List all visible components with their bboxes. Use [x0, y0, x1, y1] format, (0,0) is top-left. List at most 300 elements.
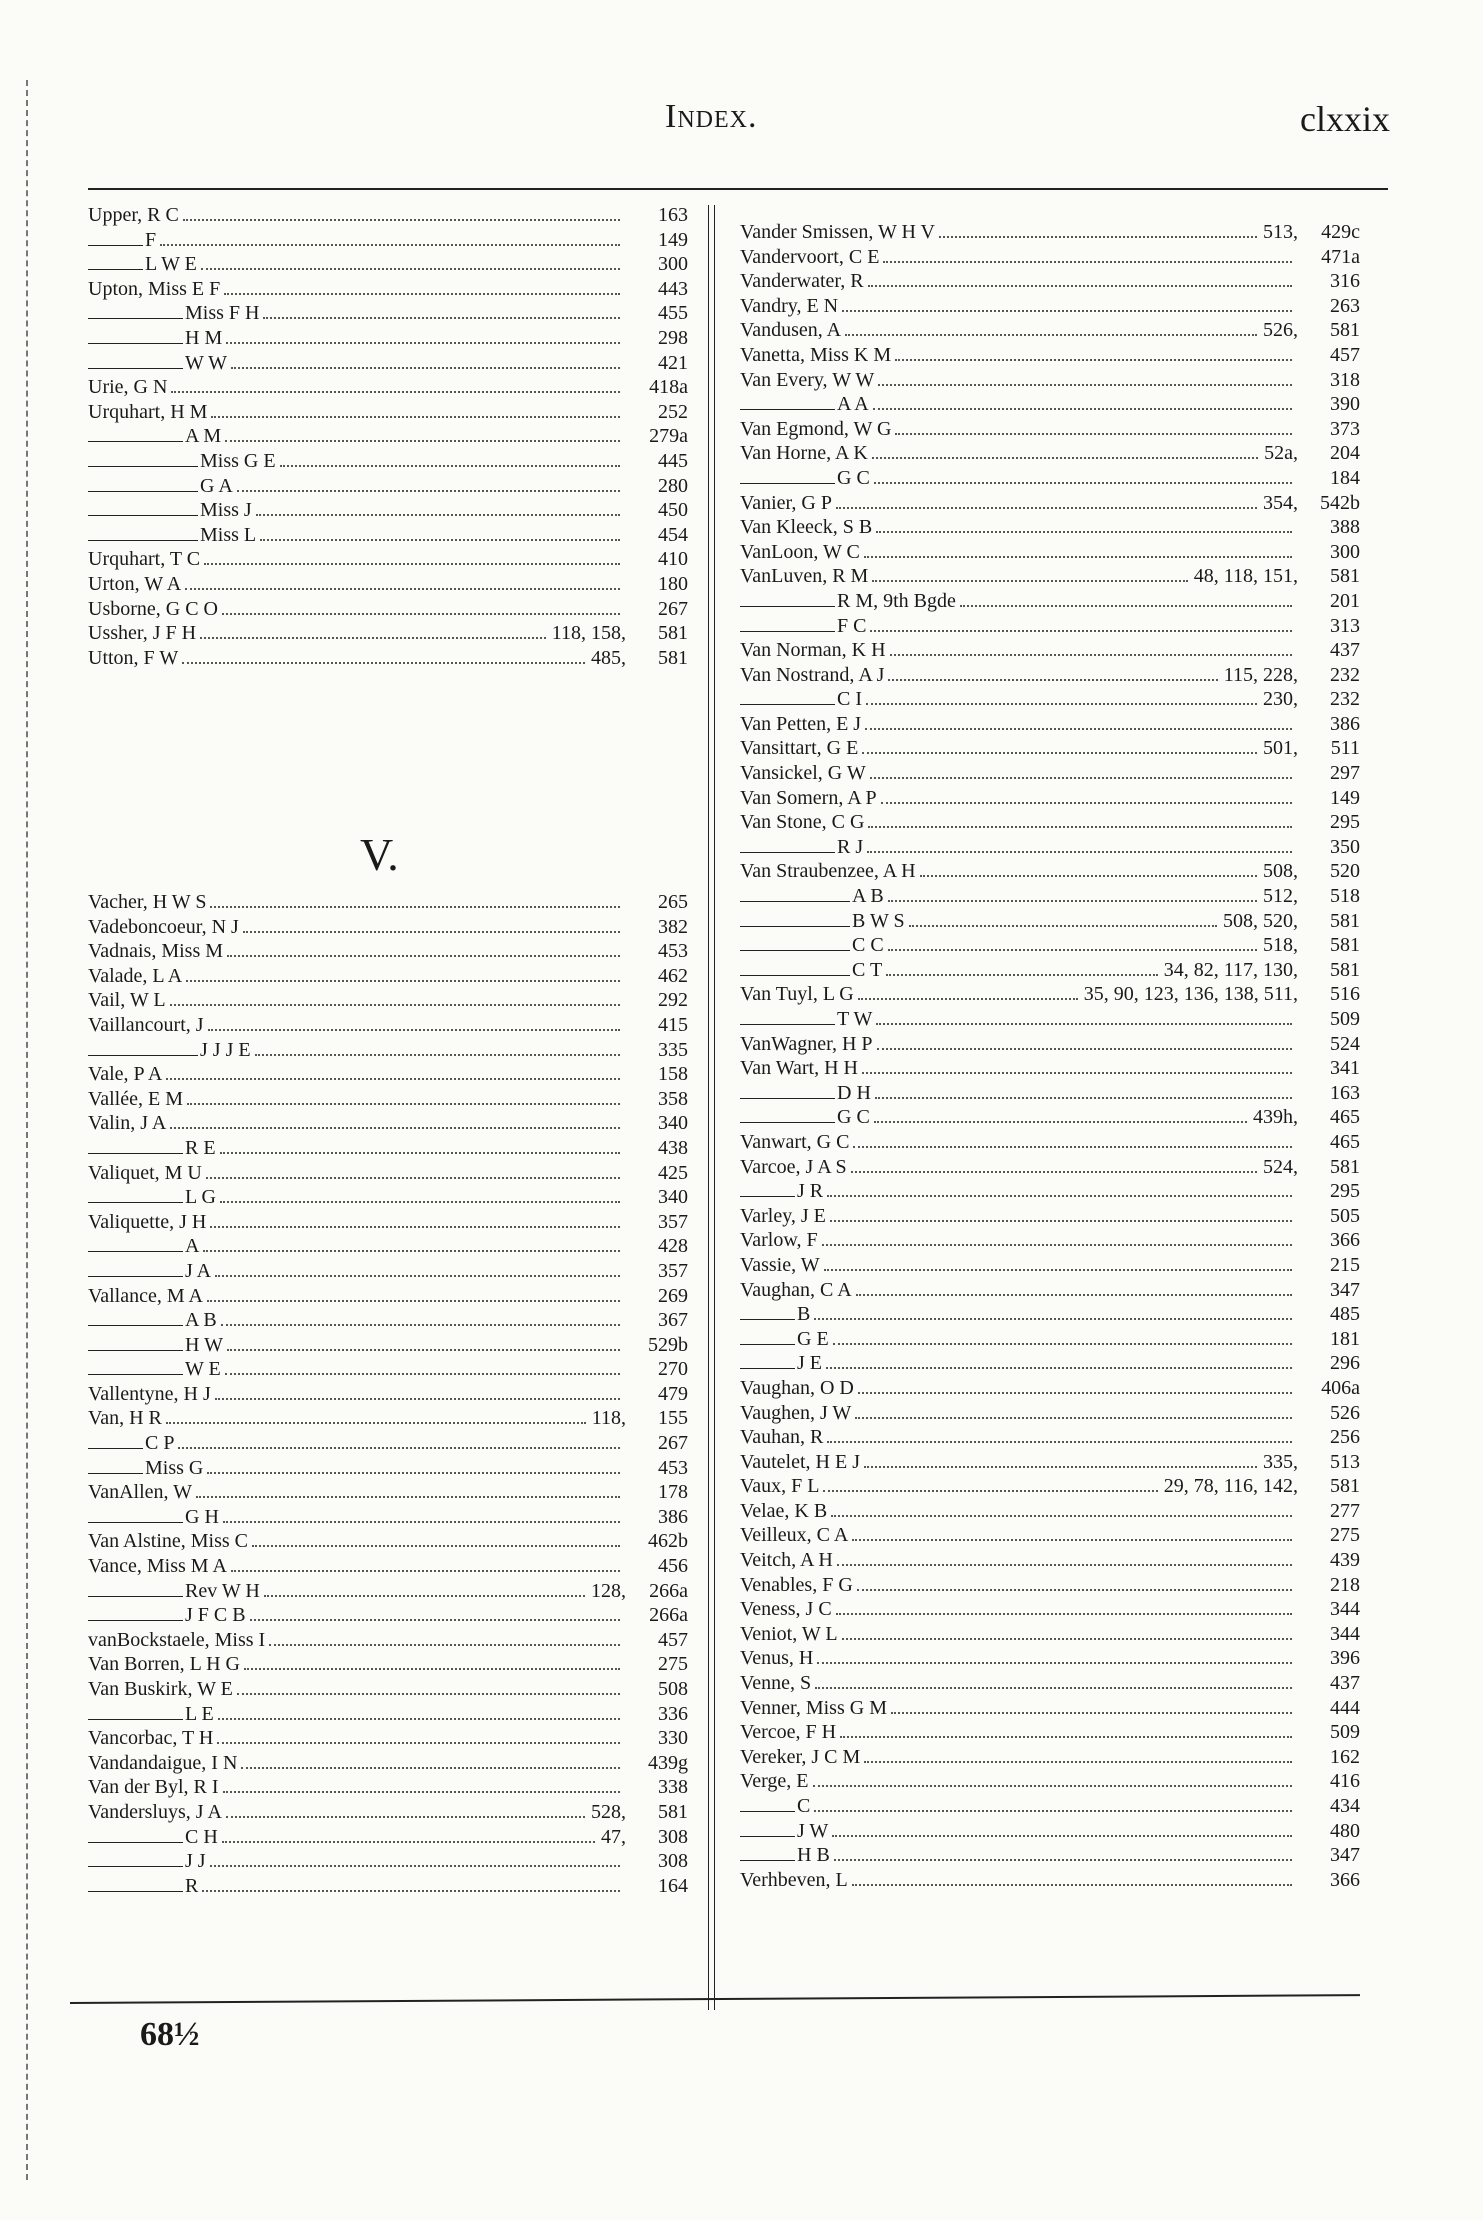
dot-leader — [836, 1613, 1292, 1615]
dot-leader — [220, 1152, 620, 1154]
entry-name: F — [145, 228, 157, 251]
index-entry — [740, 761, 1360, 786]
dot-leader — [883, 261, 1292, 263]
entry-page: 421 — [658, 351, 688, 374]
dot-leader — [960, 605, 1292, 607]
dot-leader — [178, 1447, 620, 1449]
entry-page: 357 — [658, 1210, 688, 1233]
index-entry — [740, 1597, 1360, 1622]
entry-refs: 508, — [1263, 860, 1298, 883]
dot-leader — [187, 1103, 620, 1105]
dot-leader — [876, 1023, 1292, 1025]
entry-name: Vallée, E M — [88, 1087, 183, 1110]
entry-name: Vanwart, G C — [740, 1130, 850, 1153]
entry-name: Miss L — [200, 523, 257, 546]
entry-page: 457 — [1330, 343, 1360, 366]
column-divider — [708, 205, 715, 2010]
index-entry — [88, 1185, 688, 1210]
dot-leader — [872, 457, 1258, 459]
entry-name: G E — [797, 1327, 829, 1350]
dot-leader — [244, 1668, 620, 1670]
entry-page: 277 — [1330, 1499, 1360, 1522]
entry-page: 149 — [658, 228, 688, 251]
entry-refs: 335, — [1263, 1450, 1298, 1473]
entry-name: Vandusen, A — [740, 319, 842, 342]
entry-name: Vauhan, R — [740, 1426, 824, 1449]
entry-page: 335 — [658, 1038, 688, 1061]
entry-name: L W E — [145, 253, 197, 276]
entry-name: Vaughan, C A — [740, 1278, 852, 1301]
entry-page: 485 — [1330, 1303, 1360, 1326]
ditto-rule — [88, 368, 183, 369]
dot-leader — [873, 408, 1292, 410]
entry-name: C H — [185, 1825, 218, 1848]
index-entry — [88, 1013, 688, 1038]
dot-leader — [231, 367, 620, 369]
ditto-rule — [88, 1842, 183, 1843]
dot-leader — [815, 1687, 1292, 1689]
dot-leader — [874, 1121, 1247, 1123]
index-entry — [88, 1628, 688, 1653]
entry-refs: 47, — [601, 1825, 626, 1848]
entry-name: Vallentyne, H J — [88, 1382, 211, 1405]
entry-name: G H — [185, 1505, 219, 1528]
entry-page: 518 — [1330, 885, 1360, 908]
index-entry — [88, 523, 688, 548]
entry-page: 386 — [658, 1505, 688, 1528]
ditto-rule — [740, 1860, 795, 1861]
entry-name: VanWagner, H P — [740, 1032, 873, 1055]
index-entry — [88, 1849, 688, 1874]
entry-name: Vansickel, G W — [740, 762, 866, 785]
index-entry — [740, 958, 1360, 983]
dot-leader — [220, 1201, 620, 1203]
entry-name: Verge, E — [740, 1770, 809, 1793]
dot-leader — [280, 465, 620, 467]
index-entry — [88, 988, 688, 1013]
index-entry — [740, 343, 1360, 368]
ditto-rule — [740, 631, 835, 632]
entry-refs: 48, 118, 151, — [1193, 565, 1298, 588]
entry-page: 480 — [1330, 1819, 1360, 1842]
entry-name: Verhbeven, L — [740, 1868, 848, 1891]
dot-leader — [264, 1595, 585, 1597]
index-entry — [88, 424, 688, 449]
entry-name: C I — [837, 688, 862, 711]
entry-name: Upper, R C — [88, 204, 179, 226]
dot-leader — [875, 1097, 1292, 1099]
dot-leader — [170, 1127, 620, 1129]
entry-page: 386 — [1330, 712, 1360, 735]
dot-leader — [842, 1638, 1292, 1640]
dot-leader — [833, 1343, 1292, 1345]
entry-page: 581 — [1330, 565, 1360, 588]
entry-page: 330 — [658, 1727, 688, 1750]
index-entry — [740, 515, 1360, 540]
dot-leader — [826, 1367, 1292, 1369]
entry-page: 396 — [1330, 1647, 1360, 1670]
entry-name: Valade, L A — [88, 964, 183, 987]
entry-page: 298 — [658, 326, 688, 349]
entry-refs: 118, 158, — [551, 622, 626, 645]
entry-page: 513 — [1330, 1450, 1360, 1473]
entry-page: 344 — [1330, 1622, 1360, 1645]
index-entry — [740, 1745, 1360, 1770]
index-entry — [740, 1794, 1360, 1819]
entry-page: 382 — [658, 915, 688, 938]
entry-name: VanAllen, W — [88, 1481, 193, 1504]
dot-leader — [243, 931, 620, 933]
dot-leader — [200, 637, 546, 639]
entry-page: 366 — [1330, 1229, 1360, 1252]
dot-leader — [215, 1275, 620, 1277]
index-entry — [88, 547, 688, 572]
ditto-rule — [740, 1024, 835, 1025]
index-entry — [88, 1677, 688, 1702]
ditto-rule — [740, 1098, 835, 1099]
entry-page: 275 — [1330, 1524, 1360, 1547]
dot-leader — [832, 1835, 1292, 1837]
entry-page: 232 — [1330, 688, 1360, 711]
entry-refs: 524, — [1263, 1155, 1298, 1178]
index-entry — [740, 564, 1360, 589]
entry-refs: 485, — [591, 646, 626, 669]
entry-refs: 354, — [1263, 491, 1298, 514]
dot-leader — [872, 580, 1187, 582]
ditto-rule — [88, 1325, 183, 1326]
entry-page: 428 — [658, 1235, 688, 1258]
entry-page: 269 — [658, 1284, 688, 1307]
entry-page: 453 — [658, 940, 688, 963]
index-entry — [740, 220, 1360, 245]
entry-name: J R — [797, 1180, 824, 1203]
dot-leader — [226, 1816, 585, 1818]
dot-leader — [877, 1048, 1292, 1050]
entry-name: A M — [185, 425, 222, 448]
entry-name: Urquhart, T C — [88, 548, 201, 571]
index-entry — [740, 1376, 1360, 1401]
entry-name: Van Horne, A K — [740, 442, 868, 465]
dot-leader — [831, 1515, 1292, 1517]
dot-leader — [166, 1078, 620, 1080]
index-entry — [88, 1579, 688, 1604]
dot-leader — [207, 1472, 620, 1474]
entry-page: 181 — [1330, 1327, 1360, 1350]
entry-name: Varlow, F — [740, 1229, 818, 1252]
ditto-rule — [88, 245, 143, 246]
entry-name: L G — [185, 1186, 216, 1209]
entry-name: Vanderwater, R — [740, 270, 864, 293]
entry-page: 280 — [658, 474, 688, 497]
entry-page: 581 — [1330, 934, 1360, 957]
dot-leader — [840, 1736, 1292, 1738]
entry-page: 318 — [1330, 368, 1360, 391]
dot-leader — [881, 802, 1292, 804]
entry-name: R — [185, 1874, 199, 1897]
entry-page: 542b — [1320, 491, 1360, 514]
entry-name: Van Every, W W — [740, 368, 875, 391]
dot-leader — [211, 416, 620, 418]
index-entry — [740, 933, 1360, 958]
entry-name: Vail, W L — [88, 989, 166, 1012]
entry-name: F C — [837, 614, 867, 637]
index-entry — [88, 449, 688, 474]
dot-leader — [864, 1466, 1257, 1468]
ditto-rule — [88, 1374, 183, 1375]
index-entry — [740, 1573, 1360, 1598]
index-entry — [88, 326, 688, 351]
index-entry — [88, 1136, 688, 1161]
ditto-rule — [88, 318, 183, 319]
entry-page: 516 — [1330, 983, 1360, 1006]
dot-leader — [837, 1564, 1292, 1566]
dot-leader — [160, 244, 620, 246]
index-entry — [740, 1155, 1360, 1180]
entry-page: 270 — [658, 1358, 688, 1381]
entry-page: 416 — [1330, 1770, 1360, 1793]
index-entry — [740, 1105, 1360, 1130]
entry-name: Vance, Miss M A — [88, 1555, 227, 1578]
entry-page: 340 — [658, 1112, 688, 1135]
entry-name: Van Stone, C G — [740, 811, 865, 834]
index-entry — [740, 687, 1360, 712]
entry-refs: 528, — [591, 1800, 626, 1823]
entry-name: Veniot, W L — [740, 1622, 838, 1645]
dot-leader — [939, 236, 1257, 238]
entry-page: 390 — [1330, 393, 1360, 416]
entry-name: B W S — [852, 909, 905, 932]
index-entry — [740, 1179, 1360, 1204]
index-entry — [740, 540, 1360, 565]
index-entry — [88, 964, 688, 989]
index-entry — [88, 1333, 688, 1358]
index-entry — [88, 1259, 688, 1284]
entry-name: Van Petten, E J — [740, 712, 862, 735]
entry-name: T W — [837, 1008, 873, 1030]
entry-name: Van Somern, A P — [740, 786, 877, 809]
header-rule — [88, 188, 1388, 190]
index-entry — [88, 1406, 688, 1431]
index-entry — [88, 1111, 688, 1136]
index-entry — [88, 474, 688, 499]
dot-leader — [870, 777, 1292, 779]
ditto-rule — [88, 441, 183, 442]
entry-page: 256 — [1330, 1426, 1360, 1449]
entry-page: 445 — [658, 449, 688, 472]
index-entry — [740, 810, 1360, 835]
entry-page: 456 — [658, 1555, 688, 1578]
entry-page: 341 — [1330, 1057, 1360, 1080]
entry-page: 509 — [1330, 1008, 1360, 1030]
dot-leader — [842, 310, 1292, 312]
entry-refs: 35, 90, 123, 136, 138, 511, — [1083, 983, 1298, 1006]
entry-name: Vandry, E N — [740, 294, 839, 317]
dot-leader — [886, 974, 1158, 976]
entry-name: Vassie, W — [740, 1253, 820, 1276]
index-entry — [740, 392, 1360, 417]
dot-leader — [834, 1859, 1292, 1861]
left-column-v-entries — [88, 890, 688, 1898]
ditto-rule — [88, 1620, 183, 1621]
entry-page: 215 — [1330, 1253, 1360, 1276]
dot-leader — [853, 1146, 1292, 1148]
entry-page: 437 — [1330, 639, 1360, 662]
index-entry — [88, 1505, 688, 1530]
entry-name: Vansittart, G E — [740, 737, 859, 760]
entry-name: Valiquette, J H — [88, 1210, 207, 1233]
entry-page: 581 — [1330, 958, 1360, 981]
dot-leader — [867, 851, 1292, 853]
entry-refs: 128, — [591, 1579, 626, 1602]
dot-leader — [171, 391, 620, 393]
dot-leader — [868, 826, 1292, 828]
dot-leader — [223, 1791, 620, 1793]
entry-name: Vanier, G P — [740, 491, 832, 514]
entry-name: Valin, J A — [88, 1112, 167, 1135]
entry-name: C C — [852, 934, 884, 957]
entry-page: 308 — [658, 1850, 688, 1873]
entry-name: Vadnais, Miss M — [88, 940, 224, 963]
dot-leader — [237, 1693, 620, 1695]
entry-page: 267 — [658, 597, 688, 620]
entry-page: 526 — [1330, 1401, 1360, 1424]
entry-name: Venables, F G — [740, 1573, 853, 1596]
index-entry — [88, 890, 688, 915]
dot-leader — [858, 998, 1078, 1000]
ditto-rule — [88, 1448, 143, 1449]
entry-page: 581 — [658, 1800, 688, 1823]
entry-name: L E — [185, 1702, 214, 1725]
entry-name: VanLoon, W C — [740, 540, 860, 563]
index-entry — [740, 835, 1360, 860]
dot-leader — [208, 1029, 620, 1031]
dot-leader — [865, 728, 1292, 730]
index-entry — [88, 1652, 688, 1677]
entry-page: 347 — [1330, 1844, 1360, 1867]
dot-leader — [824, 1269, 1292, 1271]
entry-page: 444 — [1330, 1696, 1360, 1719]
dot-leader — [814, 1810, 1292, 1812]
dot-leader — [203, 1250, 620, 1252]
entry-name: Miss G — [145, 1456, 204, 1479]
running-title: Index. — [665, 98, 758, 135]
entry-page: 267 — [658, 1432, 688, 1455]
entry-page: 520 — [1330, 860, 1360, 883]
index-entry — [740, 1228, 1360, 1253]
dot-leader — [864, 1761, 1292, 1763]
dot-leader — [876, 531, 1292, 533]
ditto-rule — [88, 1866, 183, 1867]
entry-refs: 512, — [1263, 885, 1298, 908]
dot-leader — [206, 1177, 620, 1179]
dot-leader — [196, 1496, 620, 1498]
index-entry — [740, 1302, 1360, 1327]
dot-leader — [864, 556, 1292, 558]
dot-leader — [186, 980, 620, 982]
entry-name: VanLuven, R M — [740, 565, 869, 588]
entry-page: 438 — [658, 1136, 688, 1159]
ditto-rule — [88, 1473, 143, 1474]
entry-name: Miss J — [200, 499, 252, 522]
dot-leader — [891, 1712, 1292, 1714]
dot-leader — [855, 1417, 1292, 1419]
ditto-rule — [740, 950, 850, 951]
entry-name: W W — [185, 351, 228, 374]
dot-leader — [895, 359, 1292, 361]
index-entry — [740, 1769, 1360, 1794]
index-entry — [88, 597, 688, 622]
index-entry — [740, 736, 1360, 761]
index-entry — [740, 368, 1360, 393]
dot-leader — [823, 1490, 1157, 1492]
dot-leader — [856, 1294, 1292, 1296]
entry-name: Van Kleeck, S B — [740, 516, 873, 539]
dot-leader — [827, 1441, 1292, 1443]
entry-name: Vander Smissen, W H V — [740, 221, 935, 243]
entry-name: Venner, Miss G M — [740, 1696, 887, 1719]
entry-page: 275 — [658, 1653, 688, 1676]
entry-page: 300 — [658, 253, 688, 276]
entry-name: Veness, J C — [740, 1598, 832, 1621]
entry-refs: 513, — [1263, 221, 1298, 243]
entry-name: Van Tuyl, L G — [740, 983, 854, 1006]
index-entry — [740, 638, 1360, 663]
entry-page: 443 — [658, 277, 688, 300]
entry-page: 511 — [1330, 737, 1360, 760]
entry-page: 453 — [658, 1456, 688, 1479]
entry-page: 313 — [1330, 614, 1360, 637]
entry-name: Van Nostrand, A J — [740, 663, 885, 686]
index-entry — [88, 375, 688, 400]
entry-page: 164 — [658, 1874, 688, 1897]
entry-page: 263 — [1330, 294, 1360, 317]
index-entry — [740, 1056, 1360, 1081]
entry-page: 295 — [1330, 811, 1360, 834]
entry-page: 162 — [1330, 1745, 1360, 1768]
dot-leader — [202, 1890, 620, 1892]
entry-refs: 501, — [1263, 737, 1298, 760]
ditto-rule — [740, 1836, 795, 1837]
entry-name: G C — [837, 1106, 870, 1129]
index-entry — [740, 1081, 1360, 1106]
index-entry — [88, 1038, 688, 1063]
index-entry — [88, 1087, 688, 1112]
dot-leader — [858, 1392, 1292, 1394]
entry-name: C T — [852, 958, 883, 981]
ditto-rule — [740, 704, 835, 705]
entry-name: Vaughan, O D — [740, 1376, 854, 1399]
entry-name: J A — [185, 1259, 212, 1282]
entry-page: 204 — [1330, 442, 1360, 465]
entry-name: C — [797, 1795, 811, 1817]
entry-page: 529b — [648, 1333, 688, 1356]
entry-page: 252 — [658, 400, 688, 423]
entry-page: 581 — [1330, 1475, 1360, 1498]
index-entry — [88, 939, 688, 964]
entry-page: 184 — [1330, 466, 1360, 489]
entry-name: Miss F H — [185, 302, 260, 325]
index-entry — [740, 318, 1360, 343]
entry-name: J F C B — [185, 1604, 246, 1627]
ditto-rule — [740, 606, 835, 607]
entry-name: Velae, K B — [740, 1499, 828, 1522]
index-entry — [740, 1450, 1360, 1475]
index-entry — [88, 228, 688, 253]
index-entry — [740, 1548, 1360, 1573]
ditto-rule — [88, 1153, 183, 1154]
entry-refs: 526, — [1263, 319, 1298, 342]
entry-page: 344 — [1330, 1598, 1360, 1621]
